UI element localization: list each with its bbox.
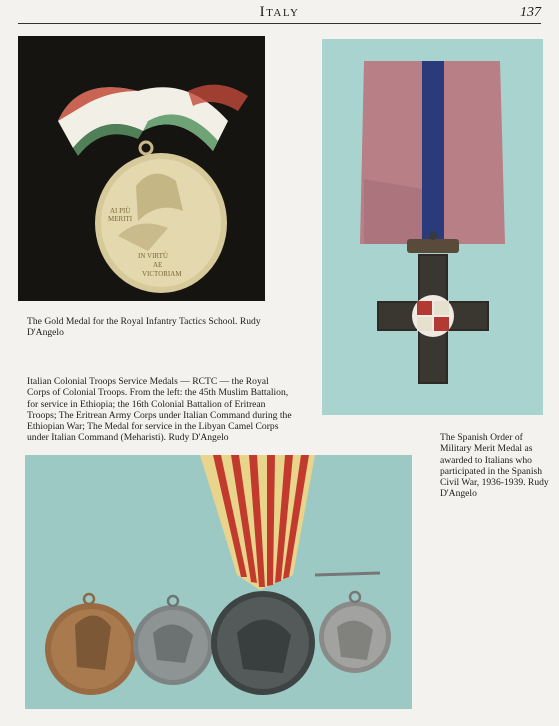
- colonial-medals-photo: [25, 455, 412, 709]
- spanish-order-caption: The Spanish Order of Military Merit Medal as awarded to Italians who participated in the Spanish Civil War, 1936-1939. Rudy D'Angelo: [440, 432, 549, 500]
- page-number: 137: [520, 5, 541, 20]
- header-rule: [18, 23, 541, 24]
- colonial-medals-caption: Italian Colonial Troops Service Medals — RCTC — the Royal Corps of Colonial Troops. From the left: the 45th Muslim Battalion, for service in Ethiopia; the 16th Colonial Battalion of Eritrean Troops; The Eritrean Army Corps under Italian Command during the Ethiopian War; The Medal for service in the Libyan Camel Corps under Italian Command (Meharisti). Rudy D'Angelo: [27, 376, 292, 444]
- spanish-order-image: [322, 39, 543, 415]
- svg-text:AI PIÙ: AI PIÙ: [110, 207, 131, 215]
- svg-text:IN VIRTÙ: IN VIRTÙ: [138, 252, 168, 260]
- svg-text:MERITI: MERITI: [108, 215, 133, 223]
- svg-text:AE: AE: [153, 261, 163, 269]
- gold-medal-image: [18, 36, 265, 301]
- gold-medal-caption: The Gold Medal for the Royal Infantry Tactics School. Rudy D'Angelo: [27, 316, 261, 339]
- header-title: Italy: [259, 4, 300, 20]
- svg-text:VICTORIAM: VICTORIAM: [142, 270, 182, 278]
- spanish-order-photo: [322, 39, 543, 415]
- gold-medal-photo: [18, 36, 265, 301]
- colonial-medals-image: [25, 455, 412, 709]
